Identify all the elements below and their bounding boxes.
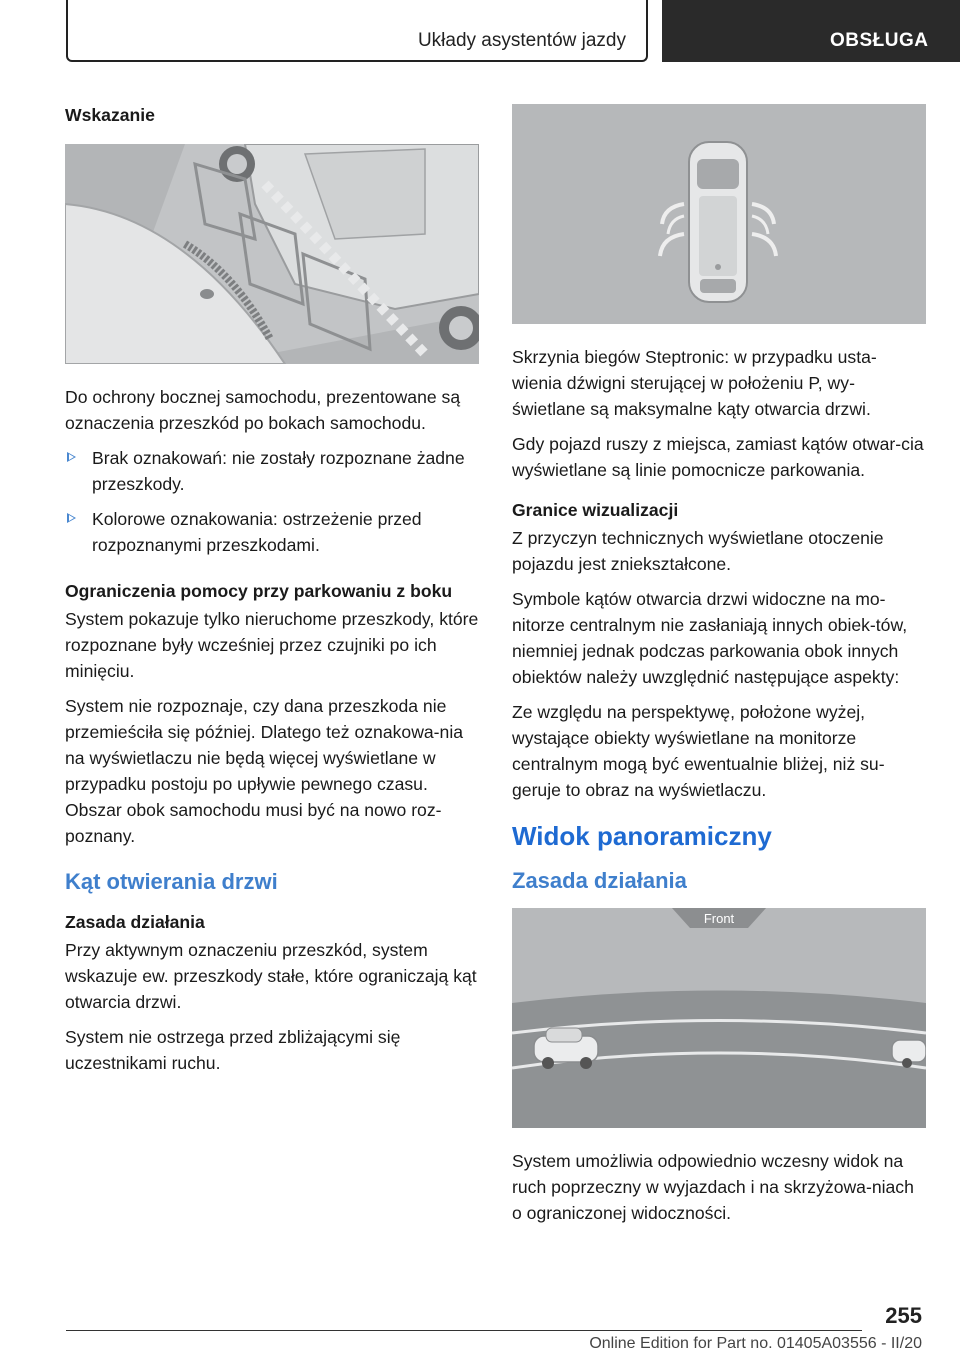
- paragraph-limits-1: System pokazuje tylko nieruchome przeszkody, które rozpoznane były wcześniej przez czujniki po ich minięciu.: [65, 609, 479, 681]
- list-item: Kolorowe oznakowania: ostrzeżenie przed rozpoznanymi przeszkodami.: [65, 506, 479, 558]
- chapter-title: Układy asystentów jazdy: [417, 30, 626, 51]
- paragraph-visualization-3: Ze względu na perspektywę, położone wyżej, wystające obiekty wyświetlane na monitorze centralnym mogą być ewentualnie bliżej, niż su-geruje to obraz na wyświetlaczu.: [512, 702, 885, 800]
- panorama-view-illustration: [512, 908, 926, 1128]
- header-box: [66, 0, 648, 62]
- heading-principle-2: Zasada działania: [512, 868, 687, 893]
- front-label: Front: [703, 911, 735, 926]
- left-column: [65, 102, 479, 1085]
- footer-edition: Online Edition for Part no. 01405A03556 - II/20: [589, 1335, 922, 1352]
- heading-principle: Zasada działania: [65, 912, 205, 932]
- paragraph-panorama: System umożliwia odpowiednio wczesny widok na ruch poprzeczny w wyjazdach i na skrzyżowa-niach o ograniczonej widoczności.: [512, 1151, 914, 1223]
- side-parking-illustration: [65, 144, 479, 364]
- door-angle-illustration: [512, 104, 926, 324]
- heading-panorama: Widok panoramiczny: [512, 821, 772, 851]
- paragraph-moving: Gdy pojazd ruszy z miejsca, zamiast kątów otwar-cia wyświetlane są linie pomocnicze parkowania.: [512, 434, 924, 480]
- triangle-bullet-icon: [67, 513, 76, 523]
- paragraph-limits-2: System nie rozpoznaje, czy dana przeszkoda nie przemieściła się później. Dlatego też oznakowa-nia na wyświetlaczu nie będą więcej wyświetlane w przypadku postoju po upływie pewnego czasu. Obszar obok samochodu musi być na nowo roz-poznany.: [65, 696, 464, 846]
- page-number: 255: [885, 1303, 922, 1328]
- section-tab: [662, 0, 960, 62]
- section-tab-label: OBSŁUGA: [830, 30, 929, 51]
- paragraph-side-protection: Do ochrony bocznej samochodu, prezentowane są oznaczenia przeszkód po bokach samochodu.: [65, 387, 461, 433]
- heading-door-angle: Kąt otwierania drzwi: [65, 869, 278, 894]
- indication-list: [65, 445, 479, 558]
- heading-parking-limits: Ograniczenia pomocy przy parkowaniu z boku: [65, 581, 453, 601]
- triangle-bullet-icon: [67, 452, 76, 462]
- paragraph-steptronic: Skrzynia biegów Steptronic: w przypadku usta-wienia dźwigni sterującej w położeniu P, wy-świetlane są maksymalne kąty otwarcia drzwi.: [512, 347, 877, 419]
- footer-divider: [66, 1330, 862, 1331]
- right-column: [512, 104, 926, 1235]
- paragraph-visualization-1: Z przyczyn technicznych wyświetlane otoczenie pojazdu jest zniekształcone.: [512, 528, 884, 574]
- list-item: Brak oznakowań: nie zostały rozpoznane żadne przeszkody.: [65, 445, 479, 497]
- heading-visualization-limits: Granice wizualizacji: [512, 500, 679, 520]
- paragraph-principle-1: Przy aktywnym oznaczeniu przeszkód, system wskazuje ew. przeszkody stałe, które ograniczają kąt otwarcia drzwi.: [65, 940, 477, 1012]
- paragraph-visualization-2: Symbole kątów otwarcia drzwi widoczne na mo-nitorze centralnym nie zasłaniają innych obiek-tów, niemniej jednak podczas parkowania obok innych obiektów należy uwzględnić następujące aspekty:: [512, 589, 908, 687]
- heading-indication: Wskazanie: [65, 105, 155, 125]
- paragraph-principle-2: System nie ostrzega przed zbliżającymi się uczestnikami ruchu.: [65, 1027, 401, 1073]
